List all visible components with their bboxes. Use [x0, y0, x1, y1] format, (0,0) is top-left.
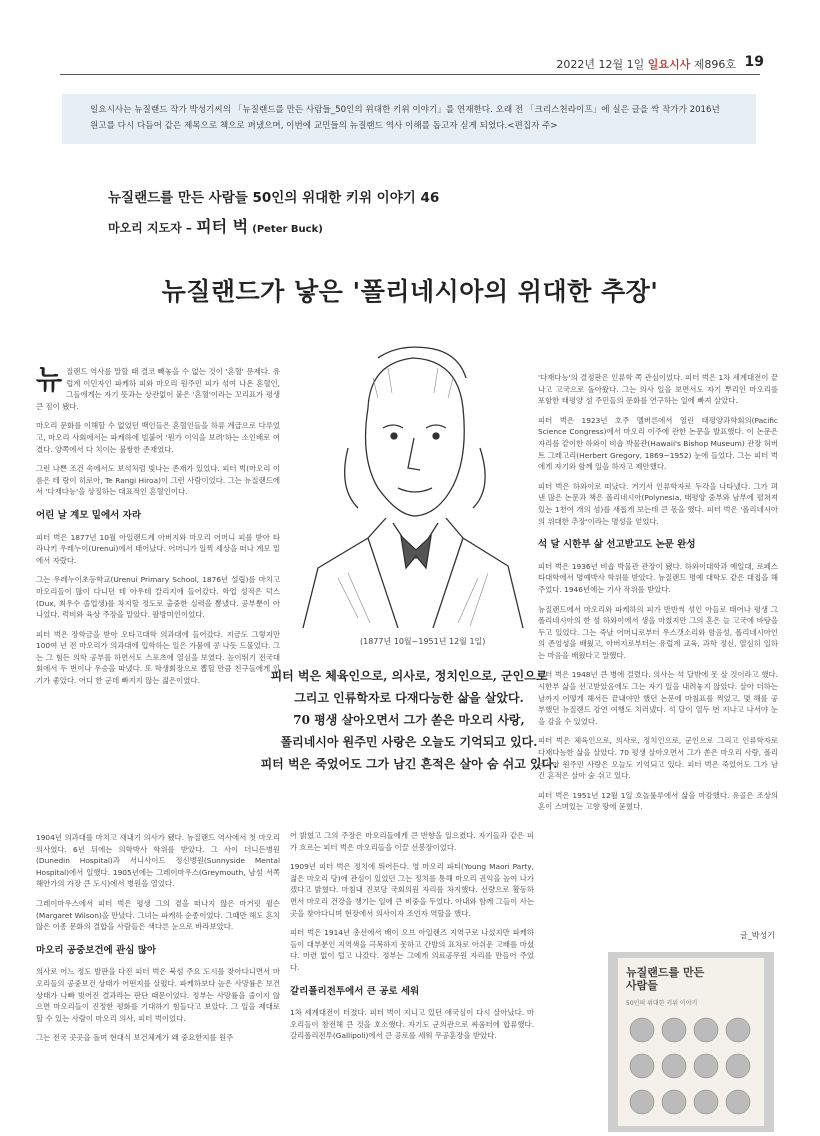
paragraph: '다재다능'의 결정판은 인류학 쪽 관심이었다. 피터 벅은 1차 세계대전이 끝나고 고국으로 돌아왔다. 그는 의사 일을 보면서도 자기 뿌리인 마오리를 포함한 태평양 섬 주민들의 문화를 연구하는 일에 빠져 살았다.: [538, 373, 778, 406]
subject-name: 피터 벅: [196, 217, 249, 236]
paper-name: 일요시사: [647, 58, 691, 71]
paragraph: 피터 벅은 하와이로 떠났다. 거기서 인류학자로 두각을 나타냈다. 그가 펴낸 많은 논문과 책은 폴리네시아(Polynesia, 태평양 중부와 남부에 펼쳐져 있는 1천여 개의 섬)를 새롭게 보는데 큰 몫을 했다. 피터 벅은 '폴리네시아의 위대한 추장'이라는 명성을 얻었다.: [538, 481, 778, 526]
column-1-bottom: [36, 832, 280, 1052]
paragraph: 1909년 피터 벅은 정치에 뛰어든다. 영 마오리 파티(Young Maori Party, 젊은 마오리 당)에 관심이 있었던 그는 정치를 통해 마오리 권익을 높여 나가겠다고 밝혔다. 마침내 진보당 국회의원 자리를 차지했다. 선량으로 활동하면서 마오리 건강을 챙기는 일에 큰 비중을 두었다. 아내와 함께 그들이 사는 곳을 찾아다니며 현장에서 의사이자 조언자 역할을 했다.: [290, 862, 534, 918]
book-title-line: 사람들: [626, 979, 658, 992]
headline: 뉴질랜드가 낳은 '폴리네시아의 위대한 추장': [161, 277, 659, 306]
paragraph: 피터 벅은 1951년 12월 1일 호놀룰루에서 삶을 마감했다. 유골은 조상의 혼이 스며있는 고향 땅에 묻혔다.: [538, 790, 778, 812]
pull-quote: [232, 665, 586, 775]
paragraph: 마오리 문화를 이해할 수 없었던 백인들은 혼혈인들을 하류 계급으로 다루었고, 마오리 사회에서는 파케하에 빌붙어 '뭔가 이익을 보려'하는 소인배로 여겼다. 양쪽에서 다 치이는 불쌍한 존재였다.: [36, 421, 280, 454]
paragraph: 의사로 어느 정도 발판을 다진 피터 벅은 북섬 주요 도시를 찾아다니면서 마오리들의 공중보건 상태가 어떤지를 살폈다. 파케하보다 높은 사망률은 보건 상태가 나빠 빚어진 결과라는 판단 때문이었다. 정부는 사망률을 줄이지 않으면 마오리들이 진정한 평화를 기대하기 힘들다고 보았다. 그 일을 제대로 할 수 있는 사람이 마오리 의사, 피터 벅이었다.: [36, 967, 280, 1023]
pull-quote-line: 그리고 인류학자로 다재다능한 삶을 살았다.: [294, 691, 524, 705]
header-rule: [60, 74, 760, 75]
paragraph: 그런 나쁜 조건 속에서도 보석처럼 빛나는 존재가 있었다. 피터 벅(마오리 이름은 테 랑이 히로아, Te Rangi Hiroa)이 그런 사람이었다. 그는 뉴질랜드에서 '다재다능'을 상징하는 대표적인 혼혈인이다.: [36, 464, 280, 497]
book-subtitle: 50인의 위대한 키위 이야기: [626, 1000, 698, 1007]
subject-english-name: (Peter Buck): [252, 224, 323, 235]
issue-number: 제896호: [693, 58, 736, 71]
section-heading: 석 달 시한부 삶 선고받고도 논문 완성: [538, 539, 696, 551]
issue-date: [556, 56, 736, 72]
paragraph: 그레이마우스에서 피터 벅은 평생 그의 곁을 떠나지 않은 마거릿 윌슨(Margaret Wilson)을 만났다. 그녀는 파케하 순종이었다. 그때만 해도 흔치 않은 이종 문화의 결합을 사람들은 색다른 눈으로 바라보았다.: [36, 898, 280, 932]
paragraph: 1차 세계대전이 터졌다. 피터 벅이 지니고 있던 애국심이 다시 살아났다. 마오리들이 참전해 큰 것을 호소했다. 자기도 군의관으로 싸움터에 합류했다. 갈리폴리전투(Gallipoli)에서 큰 공로를 세워 무공훈장을 받았다.: [290, 1008, 534, 1041]
section-heading: 어린 날 계모 밑에서 자라: [36, 509, 141, 521]
subtitle-prefix: 마오리 지도자 –: [108, 221, 192, 235]
byline: 글_박성기: [740, 931, 775, 940]
column-2: [290, 830, 534, 1050]
article-subtitle: [108, 214, 323, 237]
paragraph: 그는 전국 곳곳을 돌며 현대식 보건체계가 왜 중요한지를 원주: [36, 1033, 234, 1043]
book-cover-photo: [608, 952, 774, 1132]
issue-date-text: 2022년 12월 1일: [556, 58, 645, 71]
page-number: 19: [744, 54, 764, 70]
portrait-illustration: [298, 338, 528, 628]
paragraph: 피터 벅은 1914년 총선에서 배이 오브 아일랜즈 지역구로 나섰지만 파케하들이 대부분인 지역색을 극복하지 못하고 간발의 표차로 아쉬운 고배를 마셨다. 미련 없이 털고 나갔다. 정부는 그에게 의료공무원 자리를 만들어 주었다.: [290, 928, 534, 972]
pull-quote-line: 폴리네시아 원주민 사랑은 오늘도 기억되고 있다.: [280, 735, 538, 749]
paragraph: 뉴질랜드 역사를 말할 때 결코 빼놓을 수 없는 것이 '혼혈' 문제다. 유럽계 이민자인 파케하 피와 마오리 원주민 피가 섞여 나온 혼혈인, 그들에게는 자기 뜻과는 상관없이 붙은 '혼혈'이라는 꼬리표가 평생 큰 짐이 됐다.: [36, 365, 280, 411]
paragraph: 피터 벅은 1948년 큰 병에 걸렸다. 의사는 석 달밖에 못 살 것이라고 했다. 시한부 삶을 선고받았음에도 그는 자기 일을 내려놓지 않았다. 살아 더하는 날까지 어떻게 해서든 끝내야만 했던 논문에 마침표를 찍었고, 몇 해를 공부했던 뉴질랜드 강연 여행도 치러냈다. 석 달이 열두 번 지나고 나서야 눈을 감을 수 있었다.: [538, 670, 778, 726]
paragraph: 피터 벅은 체육인으로, 의사로, 정치인으로, 군인으로 그리고 인류학자로 다재다능한 삶을 살았다. 70 평생 살아오면서 그가 쏟은 마오리 사랑, 폴리네시아 원주민 사랑은 오늘도 기억되고 있다. 피터 벅은 죽었어도 그가 남긴 흔적은 살아 숨 쉬고 있다.: [538, 736, 778, 781]
pull-quote-line: 피터 벅은 체육인으로, 의사로, 정치인으로, 군인으로: [270, 669, 548, 683]
portrait-caption: (1877년 10월~1951년 12월 1일): [360, 637, 486, 646]
column-1-top: [36, 366, 280, 695]
paragraph: 뉴질랜드에서 마오리와 파케하의 피가 반반씩 섞인 아들로 태어나 평생 그 폴리네시아의 한 섬 하와이에서 생을 마쳤지만 그의 혼은 늘 고국에 바탕을 두고 있었다. 그는 죽날 어머니로부터 우스갯소리와 함음성, 폴리네시아인의 존엄성을 배웠고, 아버지로부터는 유럽계 교육, 과학 정신, 열심히 일하는 마음을 배웠다고 말했다.: [538, 604, 778, 660]
series-title: 뉴질랜드를 만든 사람들 50인의 위대한 키위 이야기 46: [108, 190, 440, 206]
paragraph: 피터 벅은 1936년 비숍 박물관 관장이 됐다. 하와이대학과 예일대, 로페스타대학에서 명예박사 학위를 받았다. 뉴질랜드 명예 대학도 같은 대접을 해주었다. 1946년에는 기사 작위를 받았다.: [538, 561, 778, 594]
column-3-top: [538, 372, 778, 821]
paragraph: 1904년 의과대를 마치고 새내기 의사가 됐다. 뉴질랜드 역사에서 첫 마오리 의사였다. 6년 뒤에는 의학박사 학위를 받았다. 그 사이 더니든병원(Dunedin Hospital)과 서니사이드 정신병원(Sunnyside Mental Hospital)에서 일했다. 1905년에는 그레이마우스(Greymouth, 남섬 서쪽 해안가의 가장 큰 도시)에서 병원을 열었다.: [36, 833, 280, 889]
book-title-line: 뉴질랜드를 만든: [626, 966, 705, 979]
paragraph: 피터 벅은 장학금을 받아 오타고대학 의과대에 들어갔다. 지금도 그렇지만 100여 년 전 마오리가 의과대에 입학하는 일은 가뭄에 콩 나듯 드물었다. 그는 그 힘든 의학 공부를 하면서도 스포츠에 열심을 보였다. 높이뛰기 전국대회에서 두 번이나 우승을 따냈다. 또 학생회장으로 뽑힐 만큼 친구들에게 인기가 좋았다. 어디 한 군데 빠지지 않는 젊은이였다.: [36, 629, 280, 686]
dropcap: 뉴: [36, 365, 63, 396]
paragraph: 피터 벅은 1877년 10월 아일랜드계 아버지와 마오리 어머니 피를 받아 타라나키 우레누이(Urenui)에서 태어났다. 어머니가 일찍 세상을 떠나 계모 밑에서 자랐다.: [36, 532, 280, 565]
pull-quote-line: 피터 벅은 죽었어도 그가 남긴 흔적은 살아 숨 쉬고 있다.: [260, 757, 558, 771]
book-faces-grid: [626, 1014, 756, 1118]
section-heading: 마오리 공중보건에 관심 많아: [36, 944, 157, 956]
paragraph: 어 밝혔고 그의 주장은 마오리들에게 큰 반향을 일으켰다. 자기들과 같은 피가 흐르는 피터 벅은 마오리들을 이끌 선봉장이었다.: [290, 831, 534, 852]
section-heading: 갈리폴리전투에서 큰 공로 세워: [290, 985, 420, 997]
editor-note-box: [62, 94, 756, 144]
editor-note: 일요시사는 뉴질랜드 작가 박성기씨의 「뉴질랜드를 만든 사람들_50인의 위대한 키위 이야기」를 연재한다. 오래 전 「크리스천라이프」에 실은 글을 싹 작가가 2016년 원고를 다시 다듬어 같은 제목으로 책으로 펴냈으며, 이번에 교민들의 뉴질랜드 역사 이해를 돕고자 싣게 되었다.<편집자 주>: [90, 105, 720, 131]
pull-quote-line: 70 평생 살아오면서 그가 쏟은 마오리 사랑,: [293, 713, 525, 727]
paragraph: 피터 벅은 1923년 호주 멜버른에서 열린 태평양과학회의(Pacific Science Congress)에서 마오리 이주에 관한 논문을 발표했다. 이 논문은 자리를 같이한 하와이 비숍 박물관(Hawaii's Bishop Museum) 관장 허버트 그레고리(Herbert Gregory, 1869~1952) 눈에 들었다. 그는 피터 벅에게 자기와 함께 일을 하자고 제안했다.: [538, 415, 778, 472]
paragraph: 그는 우레누이초등학교(Urenui Primary School, 1876년 설립)를 마치고 마오리들이 많이 다니던 테 아우테 칼리지에 들어갔다. 학업 성적은 덕스(Dux, 최우수 졸업생)를 차지할 정도로 출중한 실력을 뽐냈다. 공부뿐이 아니었다. 럭비와 육상 주장을 맡았다. 팔방미인이었다.: [36, 575, 280, 620]
